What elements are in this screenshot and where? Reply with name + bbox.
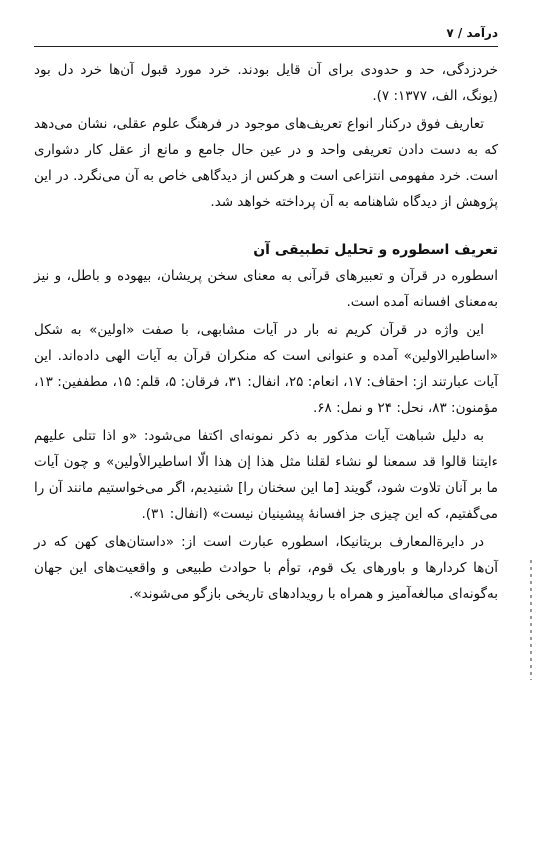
section-heading: تعریف اسطوره و تحلیل تطبیقی آن xyxy=(253,242,498,258)
running-header xyxy=(34,26,498,47)
paragraph: در دایرةالمعارف بریتانیکا، اسطوره عبارت است از: «داستان‌های کهن که در آن‌ها کردارها و باورهای یک قوم، توأم با حوادث طبیعی و واقعیت‌های این جهان به‌گونه‌ای مبالغه‌آمیز و همراه با رویدادهای تاریخی بازگو می‌شوند». xyxy=(34,534,498,602)
paragraph: به دلیل شباهت آیات مذکور به ذکر نمونه‌ای اکتفا می‌شود: «و اذا تتلی علیهم ءایتنا قالوا قد سمعنا لو نشاء لقلنا مثل هذا إن هذا الّا اساطیرالأولین» و چون آیات ما بر آنان تلاوت شود، گویند [ما این سخنان را] شنیدیم، اگر می‌خواستیم مانند آن را می‌گفتیم، که این چیزی جز افسانهٔ پیشینیان نیست» (انفال: ۳۱). xyxy=(34,428,498,522)
scan-edge-marks xyxy=(530,560,532,680)
running-title: درآمد / ۷ xyxy=(446,26,498,40)
page-body xyxy=(34,57,498,607)
paragraph: این واژه در قرآن کریم نه بار در آیات مشابهی، با صفت «اولین» به شکل «اساطیرالاولین» آمده و عنوانی است که منکران قرآن به آیات الهی داده‌اند. این آیات عبارتند از: احقاف: ۱۷، انعام: ۲۵، انفال: ۳۱، فرقان: ۵، قلم: ۱۵، مطففین: ۱۳، مؤمنون: ۸۳، نحل: ۲۴ و نمل: ۶۸. xyxy=(34,322,499,416)
paragraph: تعاریف فوق درکنار انواع تعریف‌های موجود در فرهنگ علوم عقلی، نشان می‌دهد که به دست دادن تعریفی واحد و در عین حال جامع و مانع از عقل کار دشواری است. خرد مفهومی انتزاعی است و هرکس از دیدگاهی خاص به آن می‌نگرد. در این پژوهش از دیدگاه شاهنامه به آن پرداخته خواهد شد. xyxy=(34,116,498,210)
paragraph: خردزدگی، حد و حدودی برای آن قایل بودند. خرد مورد قبول آن‌ها خرد دل بود (یونگ، الف، ۱۳۷۷: ۷). xyxy=(34,62,498,104)
paragraph: اسطوره در قرآن و تعبیرهای قرآنی به معنای سخن پریشان، بیهوده و باطل، و نیز به‌معنای افسانه آمده است. xyxy=(34,268,498,310)
